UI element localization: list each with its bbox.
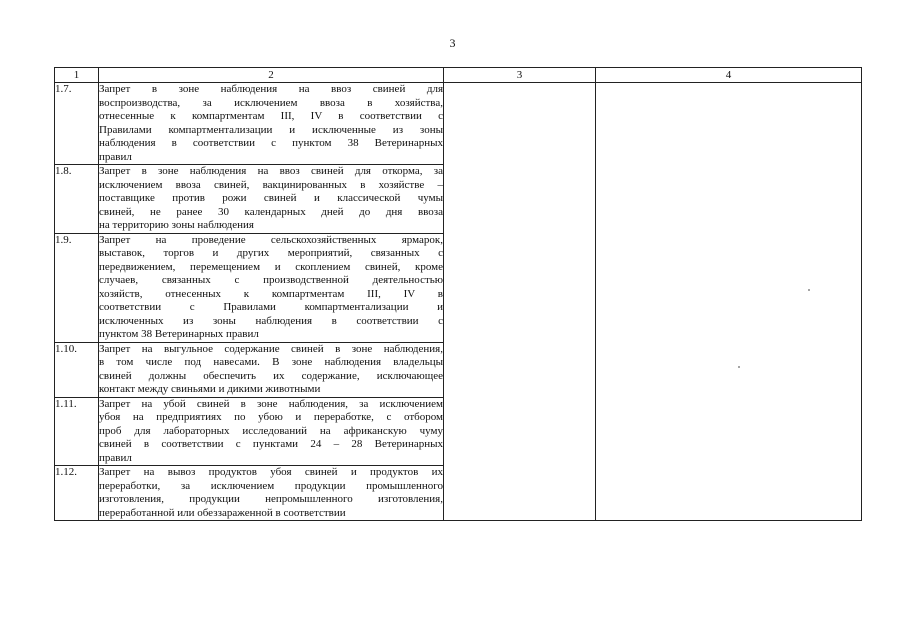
text-line: Запрет на проведение сельскохозяйственных ярмарок,	[99, 233, 443, 246]
text-line: изготовления, продукции непромышленного изготовления,	[99, 493, 443, 505]
text-line: свиней, не ранее 30 календарных дней до дня ввоза	[99, 205, 443, 218]
column-header-1: 1	[55, 68, 99, 83]
item-number: 1.8.	[55, 165, 99, 234]
item-text	[99, 342, 444, 397]
text-line: выставок, торгов и других мероприятий, связанных с	[99, 247, 443, 259]
table-body	[55, 83, 862, 521]
text-line: пунктом 38 Ветеринарных правил	[99, 328, 259, 340]
table-row	[55, 397, 862, 466]
column-4-cell	[596, 342, 862, 397]
column-4-cell	[596, 397, 862, 466]
item-number: 1.9.	[55, 233, 99, 342]
regulation-table	[54, 67, 862, 521]
text-line: передвижением, перемещением и скоплением свиней, кроме	[99, 260, 443, 273]
text-line: поставщике против рожи свиней и классической чумы	[99, 192, 443, 204]
column-3-cell	[444, 83, 596, 165]
table-row	[55, 233, 862, 342]
table-row	[55, 165, 862, 234]
text-line: контакт между свиньями и дикими животными	[99, 383, 321, 395]
column-3-cell	[444, 165, 596, 234]
item-number: 1.12.	[55, 466, 99, 521]
text-line: наблюдения в соответствии с пунктом 38 Ветеринарных	[99, 137, 443, 149]
text-line: случаев, связанных с производственной деятельностью	[99, 274, 443, 286]
text-line: переработки, за исключением продукции промышленного	[99, 479, 443, 492]
item-number: 1.10.	[55, 342, 99, 397]
text-line: соответствии с Правилами компартментализации и	[99, 301, 443, 313]
table-row	[55, 83, 862, 165]
text-line: правил	[99, 451, 132, 464]
text-line: Запрет в зоне наблюдения на ввоз свиней для откорма, за	[99, 165, 443, 177]
column-4-cell	[596, 165, 862, 234]
item-text	[99, 165, 444, 234]
item-text	[99, 83, 444, 165]
column-4-cell	[596, 466, 862, 521]
column-3-cell	[444, 397, 596, 466]
text-line: убоя на предприятиях по убою и переработке, с отбором	[99, 411, 443, 423]
text-line: свиней в соответствии с пунктами 24 – 28 Ветеринарных	[99, 438, 443, 450]
text-line: отнесенные к компартментам III, IV в соответствии с	[99, 110, 443, 122]
item-text	[99, 466, 444, 521]
column-4-cell	[596, 233, 862, 342]
column-header-2: 2	[99, 68, 444, 83]
column-4-cell	[596, 83, 862, 165]
text-line: Запрет в зоне наблюдения на ввоз свиней для	[99, 83, 443, 95]
text-line: исключением ввоза свиней, вакцинированных в хозяйстве –	[99, 178, 443, 191]
column-header-4: 4	[596, 68, 862, 83]
table-row	[55, 466, 862, 521]
column-3-cell	[444, 233, 596, 342]
scan-speck	[808, 289, 810, 291]
column-3-cell	[444, 466, 596, 521]
scan-speck	[738, 366, 740, 368]
item-text	[99, 233, 444, 342]
item-number: 1.7.	[55, 83, 99, 165]
header-row	[55, 68, 862, 83]
text-line: Запрет на выгульное содержание свиней в зоне наблюдения,	[99, 342, 443, 355]
text-line: свиней должны обеспечить их содержание, исключающее	[99, 369, 443, 382]
text-line: в том числе под навесами. В зоне наблюдения владельцы	[99, 356, 443, 368]
text-line: хозяйств, отнесенных к компартментам III, IV в	[99, 287, 443, 300]
text-line: переработанной или обеззараженной в соответствии	[99, 506, 346, 519]
text-line: Правилами компартментализации и исключенные из зоны	[99, 123, 443, 136]
text-line: проб для лабораторных исследований на африканскую чуму	[99, 424, 443, 437]
column-header-3: 3	[444, 68, 596, 83]
text-line: на территорию зоны наблюдения	[99, 219, 254, 231]
page-number: 3	[449, 36, 456, 50]
text-line: воспроизводства, за исключением ввоза в хозяйства,	[99, 96, 443, 109]
item-number: 1.11.	[55, 397, 99, 466]
item-text	[99, 397, 444, 466]
text-line: правил	[99, 150, 132, 163]
column-3-cell	[444, 342, 596, 397]
text-line: Запрет на вывоз продуктов убоя свиней и продуктов их	[99, 466, 443, 478]
table-row	[55, 342, 862, 397]
text-line: Запрет на убой свиней в зоне наблюдения, за исключением	[99, 397, 443, 410]
text-line: исключенных из зоны наблюдения в соответствии с	[99, 314, 443, 327]
